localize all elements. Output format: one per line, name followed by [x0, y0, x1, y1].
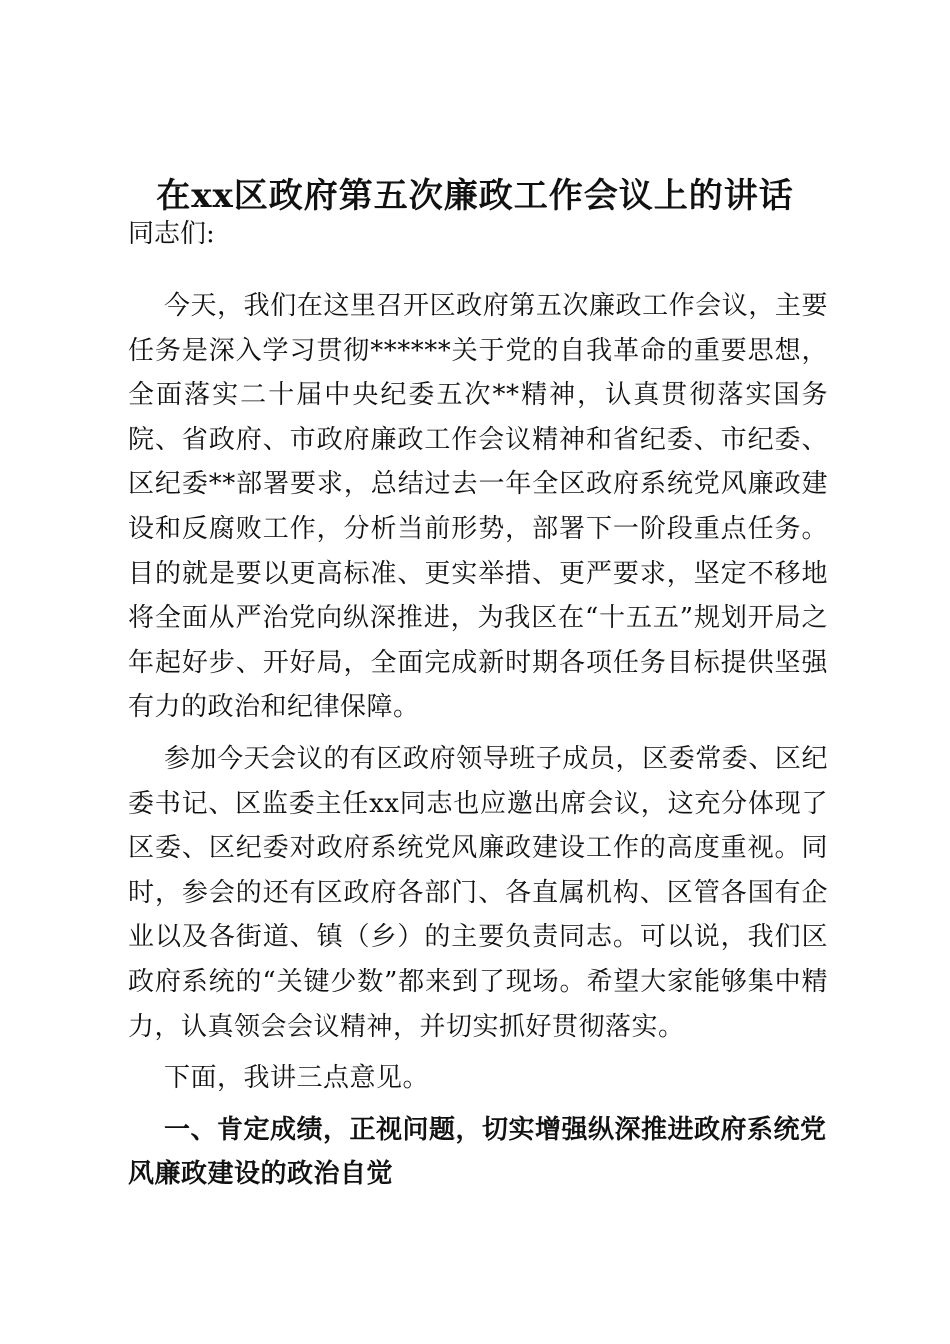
- salutation: 同志们:: [128, 219, 215, 249]
- paragraph-transition: 下面，我讲三点意见。: [164, 1063, 430, 1094]
- document-body: [128, 284, 828, 1197]
- paragraph-opening: 今天，我们在这里召开区政府第五次廉政工作会议，主要任务是深入学习贯彻******关于党的自我革命的重要思想，全面落实二十届中央纪委五次**精神，认真贯彻落实国务院、省政府、市政府廉政工作会议精神和省纪委、市纪委、区纪委**部署要求，总结过去一年全区政府系统党风廉政建设和反腐败工作，分析当前形势，部署下一阶段重点任务。目的就是要以更高标准、更实举措、更严要求，坚定不移地将全面从严治党向纵深推进，为我区在“十五五”规划开局之年起好步、开好局，全面完成新时期各项任务目标提供坚强有力的政治和纪律保障。: [128, 291, 828, 723]
- section-heading-1: 一、肯定成绩，正视问题，切实增强纵深推进政府系统党风廉政建设的政治自觉: [128, 1114, 827, 1190]
- paragraph-attendees: 参加今天会议的有区政府领导班子成员，区委常委、区纪委书记、区监委主任xx同志也应邀出席会议，这充分体现了区委、区纪委对政府系统党风廉政建设工作的高度重视。同时，参会的还有区政府各部门、各直属机构、区管各国有企业以及各街道、镇（乡）的主要负责同志。可以说，我们区政府系统的“关键少数”都来到了现场。希望大家能够集中精力，认真领会会议精神，并切实抓好贯彻落实。: [128, 743, 828, 1042]
- document-title: 在xx区政府第五次廉政工作会议上的讲话: [156, 176, 794, 216]
